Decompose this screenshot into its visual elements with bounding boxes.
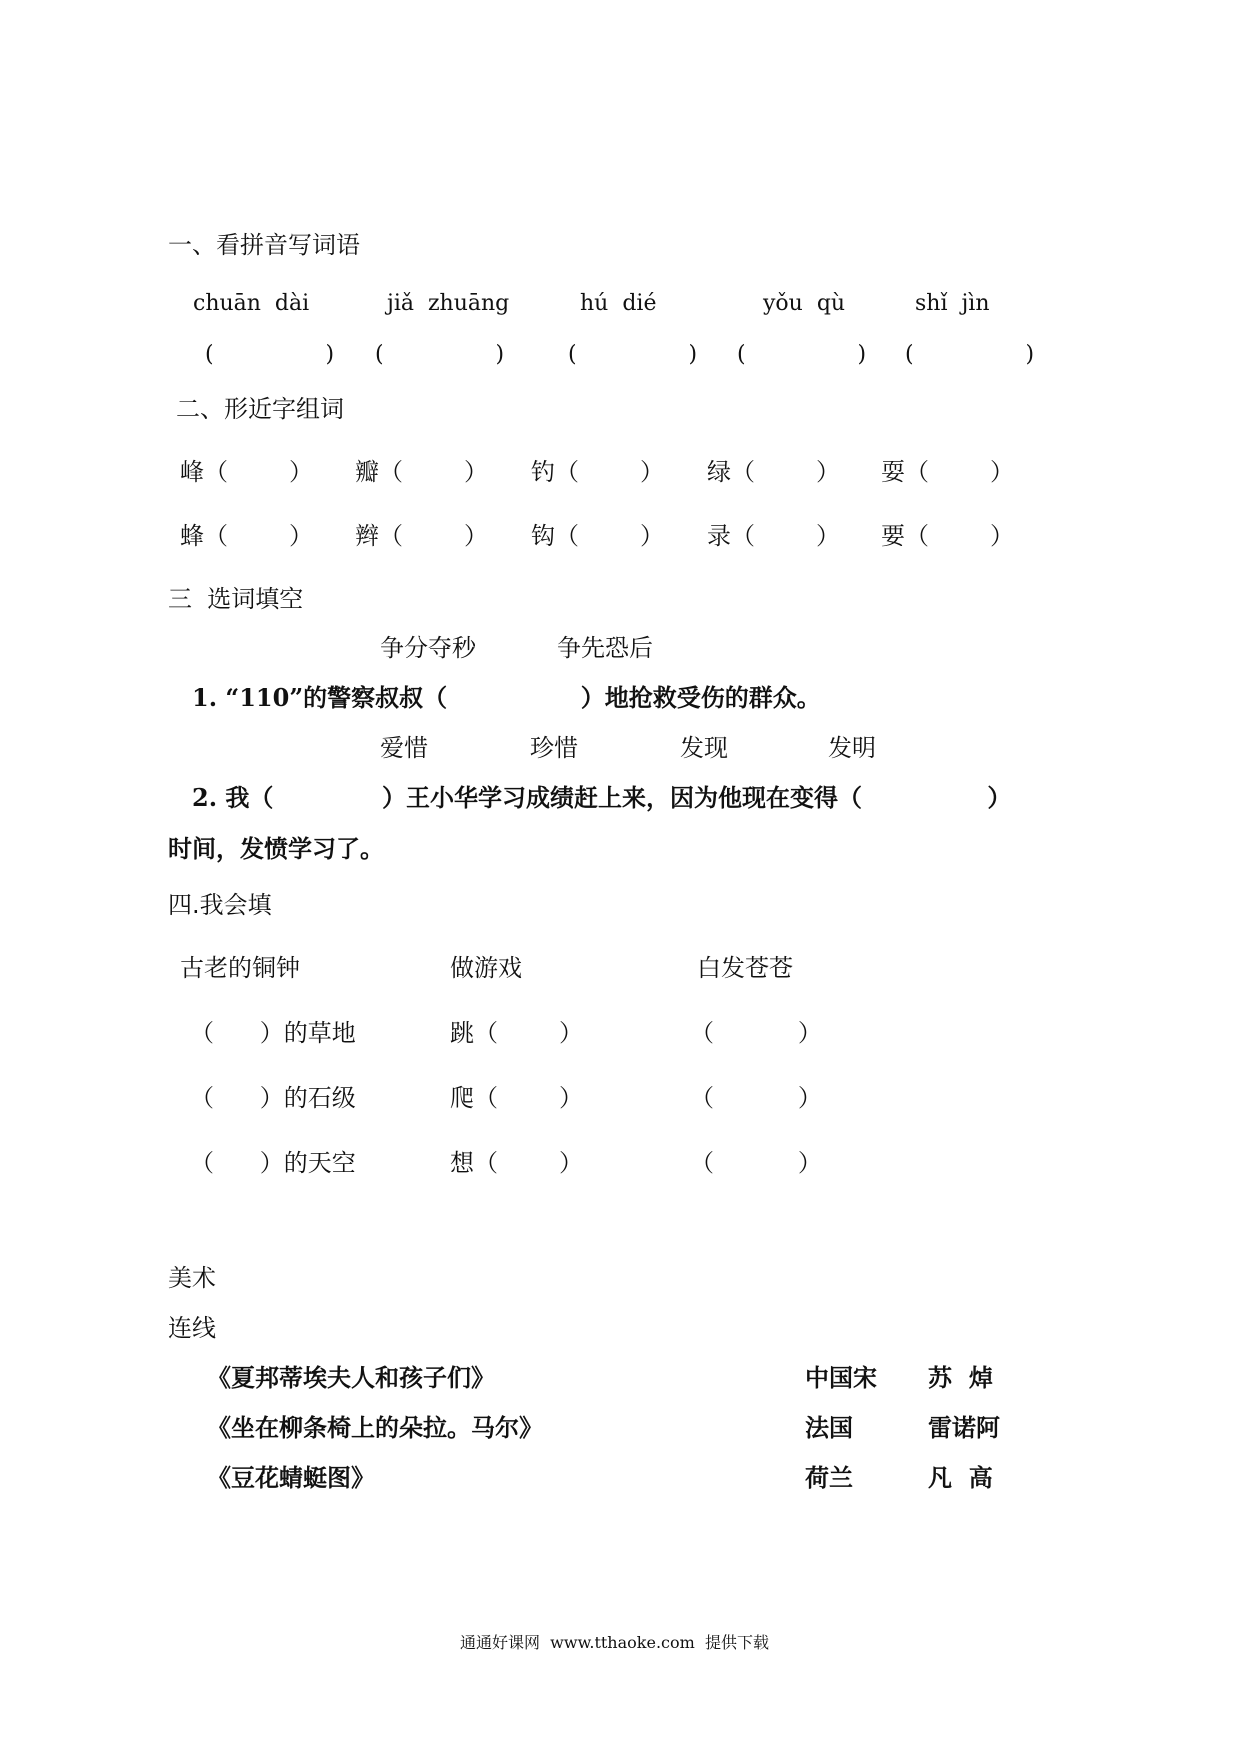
pinyin-blank-1[interactable]: ( ): [205, 342, 335, 367]
pinyin-blank-5[interactable]: ( ): [905, 342, 1035, 367]
char-cell-1-1[interactable]: 峰（ ）: [180, 458, 314, 486]
char-cell-1-4[interactable]: 绿（ ）: [707, 458, 841, 486]
char-cell-1-2[interactable]: 瓣（ ）: [355, 458, 489, 486]
art-title: 美术: [168, 1264, 216, 1292]
char-cell-2-2[interactable]: 辫（ ）: [355, 522, 489, 550]
option-word-2: 争先恐后: [557, 634, 653, 662]
option-word-4: 珍惜: [530, 734, 578, 762]
pinyin-blank-4[interactable]: ( ): [737, 342, 867, 367]
artwork-3[interactable]: 《豆花蜻蜓图》: [207, 1463, 375, 1492]
artwork-2[interactable]: 《坐在柳条椅上的朵拉。马尔》: [207, 1413, 543, 1442]
char-cell-2-4[interactable]: 录（ ）: [707, 522, 841, 550]
footer-text: 通通好课网 www.tthaoke.com 提供下载: [460, 1633, 769, 1652]
country-2[interactable]: 法国: [805, 1413, 853, 1442]
question-1: 1. “110”的警察叔叔（ ）地抢救受伤的群众。: [192, 683, 821, 712]
pinyin-2: jiǎ zhuāng: [387, 291, 510, 316]
fill-cell-2-1[interactable]: （ ）的石级: [190, 1084, 356, 1112]
char-cell-1-5[interactable]: 耍（ ）: [881, 458, 1015, 486]
artist-1[interactable]: 苏 焯: [928, 1363, 993, 1392]
option-word-6: 发明: [828, 734, 876, 762]
section4-title: 四.我会填: [168, 891, 272, 919]
country-3[interactable]: 荷兰: [805, 1463, 853, 1492]
country-1[interactable]: 中国宋: [805, 1363, 877, 1392]
art-subtitle: 连线: [168, 1314, 216, 1342]
artwork-1[interactable]: 《夏邦蒂埃夫人和孩子们》: [207, 1363, 495, 1392]
pinyin-blank-3[interactable]: ( ): [568, 342, 698, 367]
question-2-line1: 2. 我（ ）王小华学习成绩赶上来，因为他现在变得（ ）: [192, 783, 1012, 812]
fill-cell-1-2[interactable]: 跳（ ）: [450, 1019, 584, 1047]
char-cell-2-3[interactable]: 钩（ ）: [531, 522, 665, 550]
artist-2[interactable]: 雷诺阿: [928, 1413, 1000, 1442]
char-cell-2-5[interactable]: 要（ ）: [881, 522, 1015, 550]
section1-title: 一、看拼音写词语: [168, 231, 360, 259]
char-cell-2-1[interactable]: 蜂（ ）: [180, 522, 314, 550]
option-word-1: 争分夺秒: [380, 634, 476, 662]
fill-cell-3-2[interactable]: 想（ ）: [450, 1149, 584, 1177]
question-2-line2: 时间，发愤学习了。: [168, 834, 384, 863]
option-word-5: 发现: [680, 734, 728, 762]
option-word-3: 爱惜: [380, 734, 428, 762]
fill-cell-3-3[interactable]: （ ）: [690, 1149, 822, 1177]
pinyin-3: hú dié: [580, 291, 657, 316]
fill-cell-3-1[interactable]: （ ）的天空: [190, 1149, 356, 1177]
fill-header-1: 古老的铜钟: [180, 954, 300, 982]
char-cell-1-3[interactable]: 钓（ ）: [531, 458, 665, 486]
section3-title: 三 选词填空: [168, 585, 304, 613]
pinyin-1: chuān dài: [193, 291, 310, 316]
fill-cell-1-3[interactable]: （ ）: [690, 1019, 822, 1047]
artist-3[interactable]: 凡 高: [928, 1463, 993, 1492]
section2-title: 二、形近字组词: [176, 395, 344, 423]
fill-header-2: 做游戏: [450, 954, 522, 982]
fill-cell-2-3[interactable]: （ ）: [690, 1084, 822, 1112]
pinyin-blank-2[interactable]: ( ): [375, 342, 505, 367]
fill-header-3: 白发苍苍: [697, 954, 793, 982]
pinyin-5: shǐ jìn: [915, 291, 990, 316]
pinyin-4: yǒu qù: [763, 291, 846, 316]
fill-cell-1-1[interactable]: （ ）的草地: [190, 1019, 356, 1047]
fill-cell-2-2[interactable]: 爬（ ）: [450, 1084, 584, 1112]
